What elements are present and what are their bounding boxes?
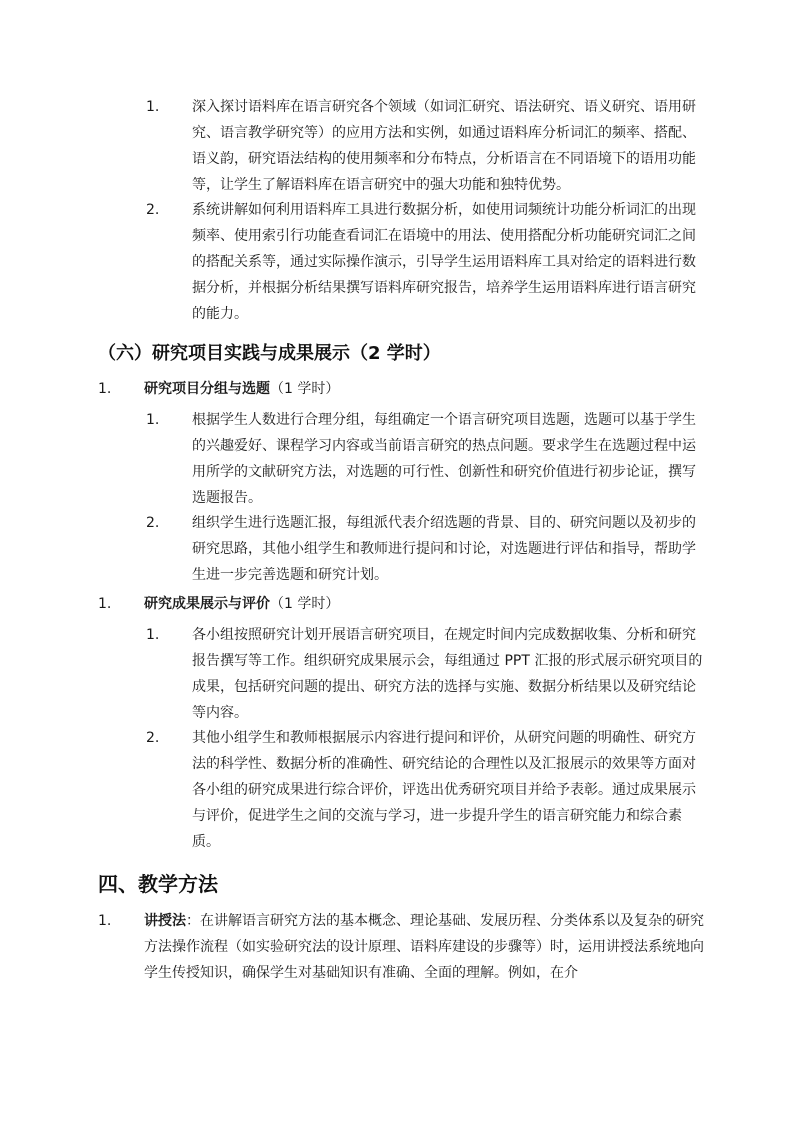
method-label: 讲授法 (144, 913, 186, 929)
chapter-heading: 四、教学方法 (98, 872, 218, 896)
list-number: 2. (146, 515, 160, 531)
list-number: 2. (146, 730, 160, 746)
list-text: 组织学生进行选题汇报，每组派代表介绍选题的背景、目的、研究问题以及初步的研究思路，其他小组学生和教师进行提问和讨论，对选题进行评估和指导，帮助学生进一步完善选题和研究计划。 (192, 515, 696, 583)
method-text: ：在讲解语言研究方法的基本概念、理论基础、发展历程、分类体系以及复杂的研究方法操作流程（如实验研究法的设计原理、语料库建设的步骤等）时，运用讲授法系统地向学生传授知识，确保学生对基础知识有准确、全面的理解。例如，在介 (144, 913, 704, 981)
section-heading: （六）研究项目实践与成果展示（2 学时） (98, 343, 441, 364)
subsection-hours: （1 学时） (270, 596, 340, 612)
list-number: 1. (98, 596, 112, 612)
list-number: 1. (146, 99, 160, 115)
list-number: 1. (146, 627, 160, 643)
list-text: 系统讲解如何利用语料库工具进行数据分析，如使用词频统计功能分析词汇的出现频率、使用索引行功能查看词汇在语境中的用法、使用搭配分析功能研究词汇之间的搭配关系等，通过实际操作演示，引导学生运用语料库工具对给定的语料进行数据分析，并根据分析结果撰写语料库研究报告，培养学生运用语料库进行语言研究的能力。 (192, 202, 696, 322)
list-text: 深入探讨语料库在语言研究各个领域（如词汇研究、语法研究、语义研究、语用研究、语言教学研究等）的应用方法和实例，如通过语料库分析词汇的频率、搭配、语义韵，研究语法结构的使用频率和分布特点，分析语言在不同语境下的语用功能等，让学生了解语料库在语言研究中的强大功能和独特优势。 (192, 99, 696, 193)
list-number: 1. (146, 412, 160, 428)
list-text: 各小组按照研究计划开展语言研究项目，在规定时间内完成数据收集、分析和研究报告撰写等工作。组织研究成果展示会，每组通过 PPT 汇报的形式展示研究项目的成果，包括研究问题的提出、研究方法的选择与实施、数据分析结果以及研究结论等内容。 (192, 627, 703, 721)
subsection-title: 研究成果展示与评价 (144, 596, 270, 612)
list-number: 2. (146, 202, 160, 218)
list-number: 1. (98, 913, 112, 929)
list-text: 根据学生人数进行合理分组，每组确定一个语言研究项目选题，选题可以基于学生的兴趣爱好、课程学习内容或当前语言研究的热点问题。要求学生在选题过程中运用所学的文献研究方法，对选题的可行性、创新性和研究价值进行初步论证，撰写选题报告。 (192, 412, 696, 506)
subsection-hours: （1 学时） (270, 381, 340, 397)
list-text: 其他小组学生和教师根据展示内容进行提问和评价，从研究问题的明确性、研究方法的科学性、数据分析的准确性、研究结论的合理性以及汇报展示的效果等方面对各小组的研究成果进行综合评价，评选出优秀研究项目并给予表彰。通过成果展示与评价，促进学生之间的交流与学习，进一步提升学生的语言研究能力和综合素质。 (192, 730, 696, 850)
subsection-title: 研究项目分组与选题 (144, 381, 270, 397)
list-number: 1. (98, 381, 112, 397)
